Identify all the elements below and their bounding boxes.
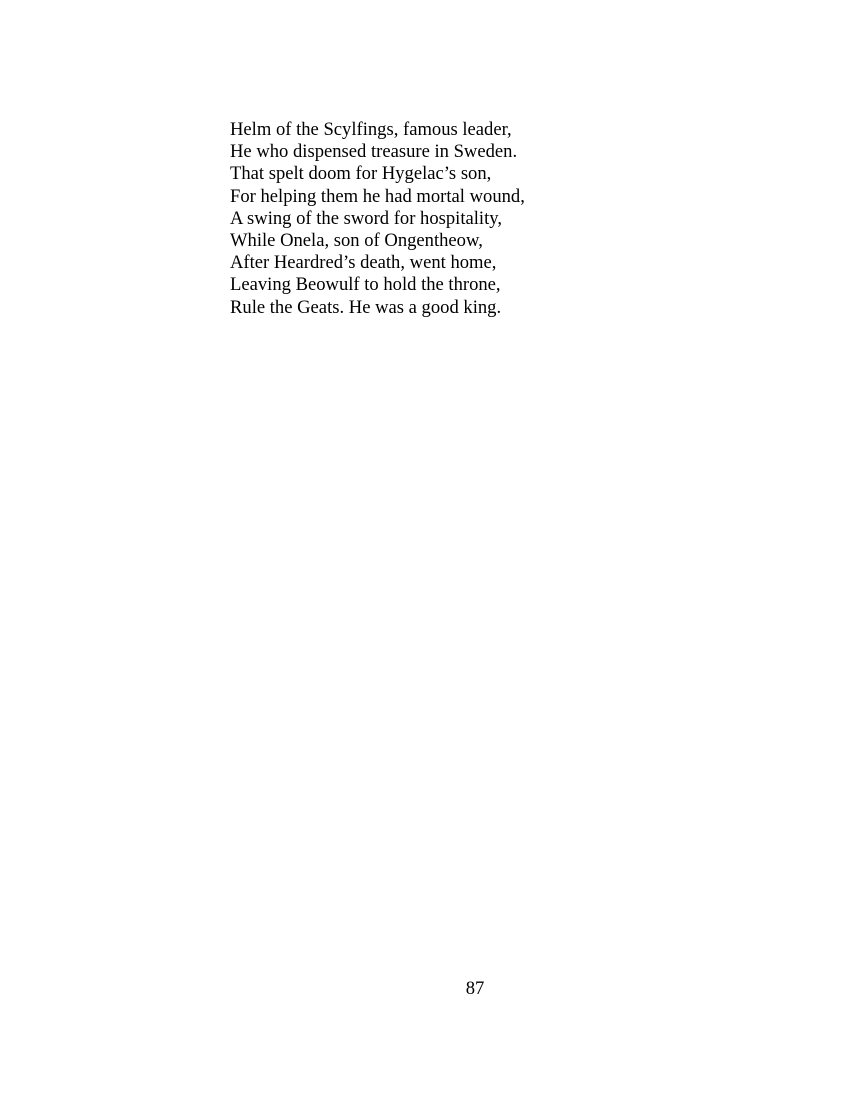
poem-line: While Onela, son of Ongentheow, — [230, 230, 483, 252]
poem-line: Helm of the Scylfings, famous leader, — [230, 119, 512, 140]
poem-line: After Heardred’s death, went home, — [230, 252, 497, 274]
poem-line: A swing of the sword for hospitality, — [230, 207, 502, 229]
poem-stanza — [230, 119, 525, 319]
poem-line: Leaving Beowulf to hold the throne, — [230, 274, 501, 296]
poem-line: He who dispensed treasure in Sweden. — [230, 141, 518, 163]
poem-line: Rule the Geats. He was a good king. — [230, 296, 502, 318]
page-number: 87 — [465, 978, 485, 999]
poem-line: For helping them he had mortal wound, — [230, 185, 525, 207]
poem-line: That spelt doom for Hygelac’s son, — [230, 163, 492, 185]
